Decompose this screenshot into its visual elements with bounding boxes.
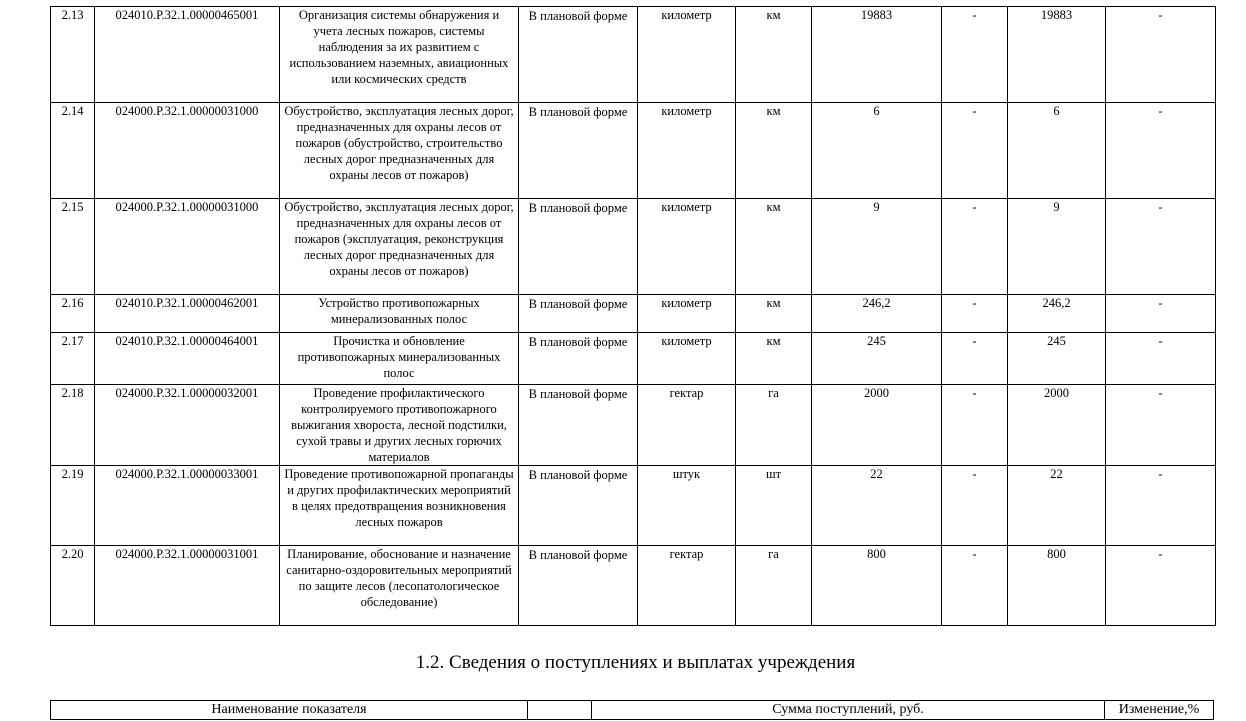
unit-name: километр [638,295,736,333]
row-number: 2.15 [51,199,95,295]
value-note: - [1106,546,1216,626]
unit-short: шт [736,466,812,546]
value-planned: 22 [812,466,942,546]
value-total: 9 [1008,199,1106,295]
row-number: 2.13 [51,7,95,103]
value-total: 245 [1008,333,1106,385]
value-change: - [942,333,1008,385]
service-name: Устройство противопожарных минерализованных полос [280,295,519,333]
section-title: 1.2. Сведения о поступлениях и выплатах учреждения [415,652,856,673]
unit-name: километр [638,333,736,385]
services-table [50,6,1216,626]
service-form: В плановой форме [519,546,638,626]
service-name: Организация системы обнаружения и учета лесных пожаров, системы наблюдения за их развитием с использованием наземных, авиационных или космических средств [280,7,519,103]
unit-short: км [736,199,812,295]
change-header: Изменение,% [1105,701,1214,720]
service-form: В плановой форме [519,385,638,466]
table-row [51,333,1216,385]
table-row [51,546,1216,626]
service-code: 024010.Р.32.1.00000462001 [95,295,280,333]
value-total: 246,2 [1008,295,1106,333]
value-change: - [942,466,1008,546]
finance-table [50,700,1214,720]
table-row [51,199,1216,295]
unit-short: км [736,7,812,103]
service-code: 024010.Р.32.1.00000464001 [95,333,280,385]
value-planned: 800 [812,546,942,626]
value-planned: 6 [812,103,942,199]
value-change: - [942,546,1008,626]
indicator-header: Наименование показателя [51,701,528,720]
sum-header: Сумма поступлений, руб. [592,701,1105,720]
unit-short: км [736,103,812,199]
value-note: - [1106,385,1216,466]
table-row [51,385,1216,466]
row-number: 2.14 [51,103,95,199]
service-form: В плановой форме [519,295,638,333]
service-form: В плановой форме [519,199,638,295]
service-form: В плановой форме [519,103,638,199]
unit-name: гектар [638,546,736,626]
value-planned: 9 [812,199,942,295]
service-name: Обустройство, эксплуатация лесных дорог, предназначенных для охраны лесов от пожаров (обустройство, строительство лесных дорог предназначенных для охраны лесов от пожаров) [280,103,519,199]
finance-header-row [51,701,1214,720]
value-change: - [942,103,1008,199]
service-form: В плановой форме [519,466,638,546]
table-row [51,466,1216,546]
row-number: 2.16 [51,295,95,333]
value-note: - [1106,7,1216,103]
value-note: - [1106,103,1216,199]
service-code: 024000.Р.32.1.00000031000 [95,103,280,199]
service-name: Проведение профилактического контролируемого противопожарного выжигания хвороста, лесной подстилки, сухой травы и других лесных горючих материалов [280,385,519,466]
value-total: 22 [1008,466,1106,546]
unit-short: га [736,546,812,626]
row-number: 2.18 [51,385,95,466]
unit-name: километр [638,199,736,295]
unit-name: штук [638,466,736,546]
value-total: 19883 [1008,7,1106,103]
row-number: 2.19 [51,466,95,546]
value-note: - [1106,466,1216,546]
service-code: 024000.Р.32.1.00000032001 [95,385,280,466]
value-total: 2000 [1008,385,1106,466]
unit-name: гектар [638,385,736,466]
blank-header [528,701,592,720]
value-planned: 19883 [812,7,942,103]
row-number: 2.20 [51,546,95,626]
value-planned: 246,2 [812,295,942,333]
service-name: Планирование, обоснование и назначение санитарно-оздоровительных мероприятий по защите лесов (лесопатологическое обследование) [280,546,519,626]
value-note: - [1106,295,1216,333]
value-change: - [942,199,1008,295]
service-name: Проведение противопожарной пропаганды и других профилактических мероприятий в целях предотвращения возникновения лесных пожаров [280,466,519,546]
services-table-body [51,7,1216,626]
service-code: 024010.Р.32.1.00000465001 [95,7,280,103]
value-note: - [1106,199,1216,295]
unit-short: га [736,385,812,466]
value-planned: 2000 [812,385,942,466]
service-code: 024000.Р.32.1.00000031001 [95,546,280,626]
service-name: Прочистка и обновление противопожарных минерализованных полос [280,333,519,385]
service-form: В плановой форме [519,333,638,385]
table-row [51,295,1216,333]
service-code: 024000.Р.32.1.00000031000 [95,199,280,295]
value-change: - [942,385,1008,466]
table-row [51,103,1216,199]
unit-short: км [736,333,812,385]
table-row [51,7,1216,103]
unit-short: км [736,295,812,333]
value-change: - [942,7,1008,103]
value-planned: 245 [812,333,942,385]
service-form: В плановой форме [519,7,638,103]
value-total: 6 [1008,103,1106,199]
service-code: 024000.Р.32.1.00000033001 [95,466,280,546]
row-number: 2.17 [51,333,95,385]
unit-name: километр [638,7,736,103]
unit-name: километр [638,103,736,199]
value-change: - [942,295,1008,333]
value-total: 800 [1008,546,1106,626]
value-note: - [1106,333,1216,385]
service-name: Обустройство, эксплуатация лесных дорог, предназначенных для охраны лесов от пожаров (эксплуатация, реконструкция лесных дорог предназначенных для охраны лесов от пожаров) [280,199,519,295]
